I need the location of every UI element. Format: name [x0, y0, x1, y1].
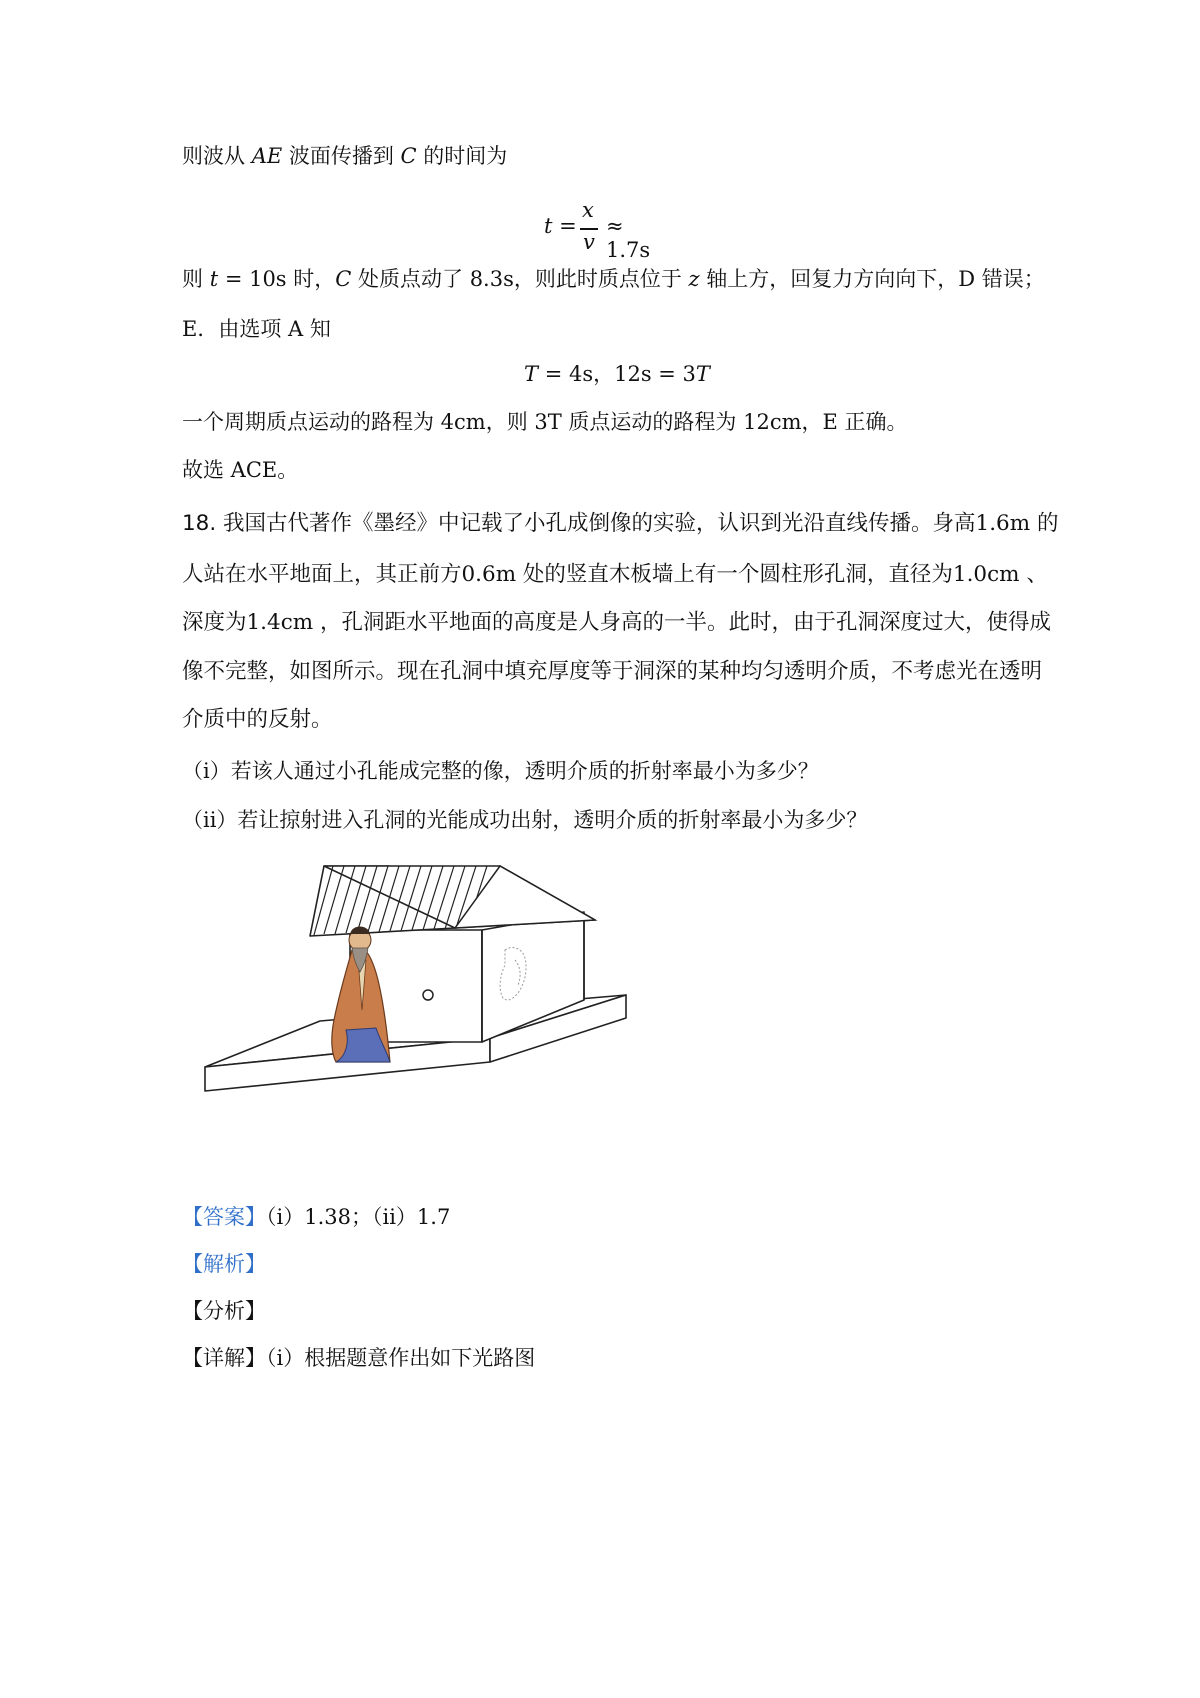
solution-line-3: E．由选项 A 知 — [182, 317, 331, 341]
detail-line: 【详解】（i）根据题意作出如下光路图 — [182, 1346, 536, 1370]
solution-line-5: 故选 ACE。 — [182, 458, 299, 482]
sub-question-1: （i）若该人通过小孔能成完整的像，透明介质的折射率最小为多少？ — [182, 759, 819, 783]
analysis-tag: 【解析】 — [182, 1252, 266, 1276]
answer-line: 【答案】（i）1.38；（ii）1.7 — [182, 1205, 451, 1229]
equation-time: t = x v ≈ 1.7s — [544, 198, 651, 262]
question-number: 18. — [182, 511, 217, 536]
equation-period: T = 4s，12s = 3T — [524, 362, 710, 386]
solution-line-2: 则 t = 10s 时，C 处质点动了 8.3s，则此时质点位于 z 轴上方，回复力方向向下，D 错误； — [182, 267, 1045, 291]
question-line-1: 18. 我国古代著作《墨经》中记载了小孔成倒像的实验，认识到光沿直线传播。身高1.6m 的 — [182, 511, 1059, 536]
fenxi-heading: 【分析】 — [182, 1299, 266, 1323]
sub-question-2: （ii）若让掠射进入孔洞的光能成功出射，透明介质的折射率最小为多少？ — [182, 808, 868, 832]
solution-line-1: 则波从 AE 波面传播到 C 的时间为 — [182, 144, 508, 168]
question-line-2: 人站在水平地面上，其正前方0.6m 处的竖直木板墙上有一个圆柱形孔洞，直径为1.0cm 、 — [182, 562, 1048, 587]
pinhole — [423, 990, 433, 1000]
question-line-5: 介质中的反射。 — [182, 707, 333, 732]
question-line-4: 像不完整，如图所示。现在孔洞中填充厚度等于洞深的某种均匀透明介质，不考虑光在透明 — [182, 659, 1043, 684]
question-line-3: 深度为1.4cm ，孔洞距水平地面的高度是人身高的一半。此时，由于孔洞深度过大，使得成 — [182, 610, 1051, 635]
solution-line-4: 一个周期质点运动的路程为 4cm，则 3T 质点运动的路程为 12cm，E 正确。 — [182, 410, 908, 434]
detail-tag: 【详解】 — [182, 1346, 266, 1370]
answer-tag: 【答案】 — [182, 1205, 266, 1229]
